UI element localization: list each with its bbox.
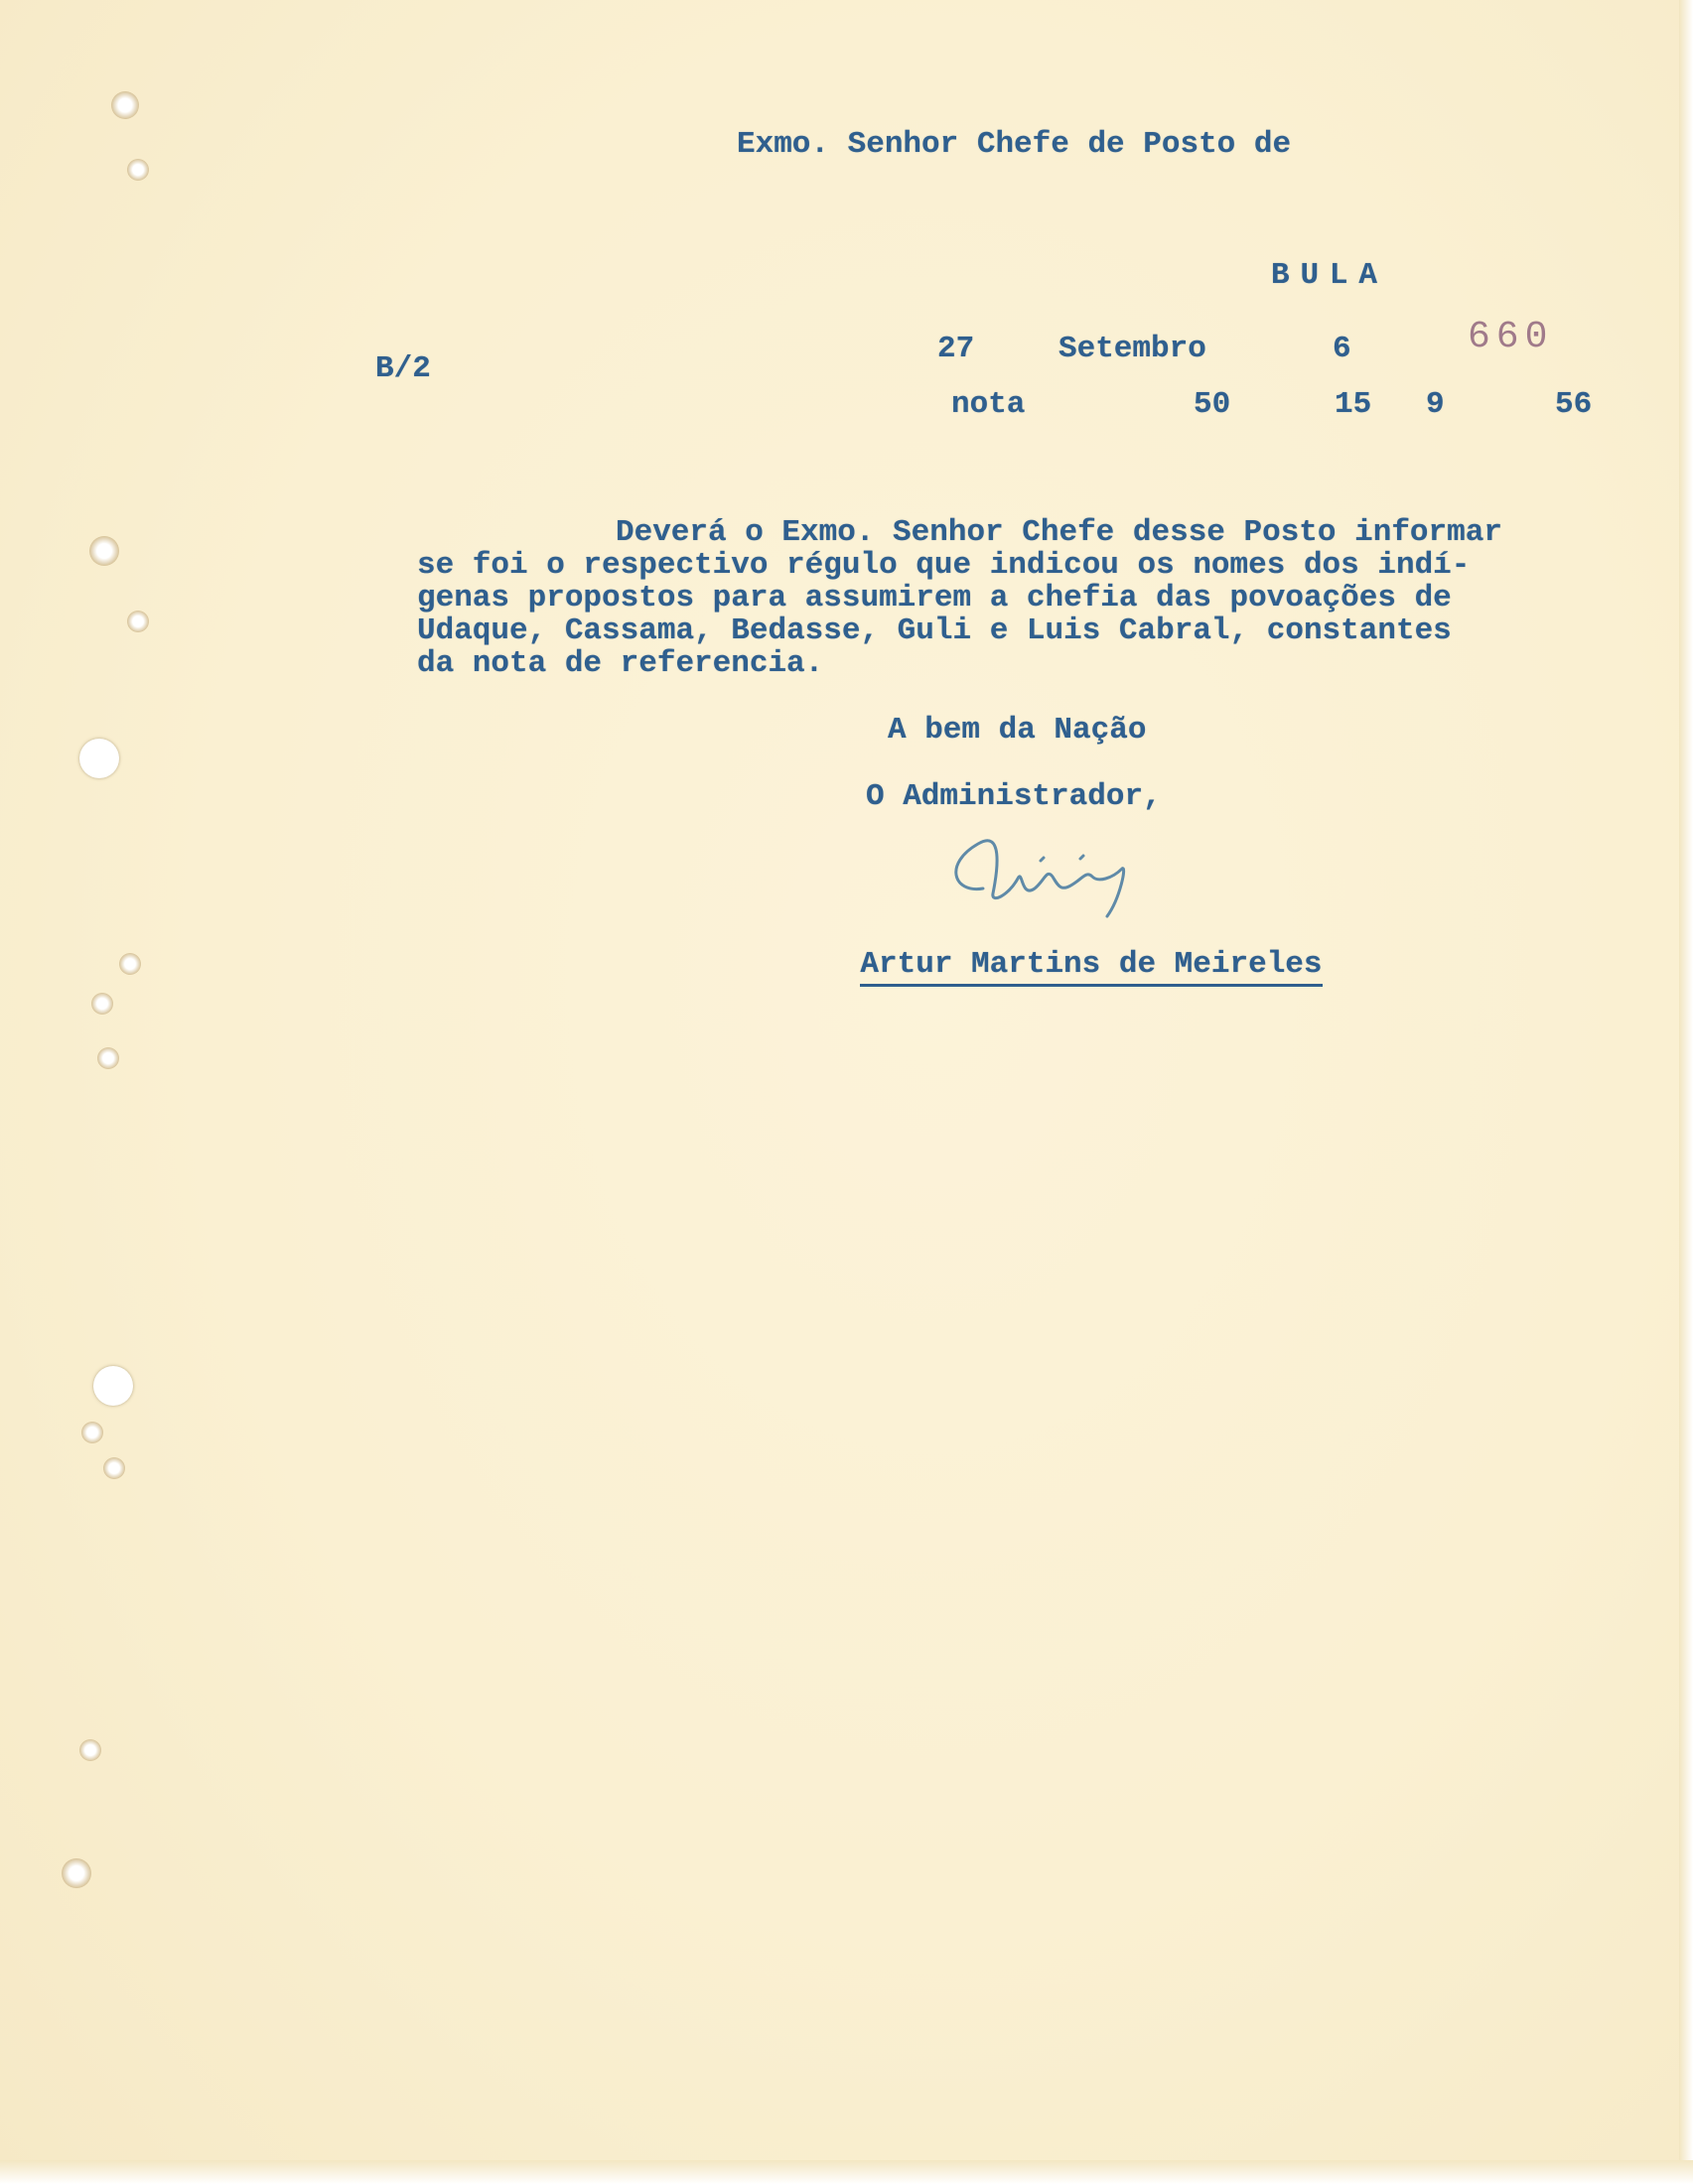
body-line: da nota de referencia.	[417, 646, 824, 681]
reference-label: nota	[951, 387, 1026, 422]
letter-body	[417, 516, 1559, 680]
page-bottom-edge	[0, 2160, 1693, 2184]
handwritten-signature	[923, 819, 1172, 928]
binder-hole	[79, 739, 119, 778]
binder-tear-mark	[79, 1739, 101, 1761]
page-right-edge	[1679, 0, 1693, 2184]
addressee-line: Exmo. Senhor Chefe de Posto de	[737, 127, 1292, 162]
stamp-number: 660	[1468, 316, 1554, 358]
signer-title: O Administrador,	[866, 779, 1162, 814]
place-name: BULA	[1271, 258, 1388, 293]
binder-tear-mark	[81, 1422, 103, 1443]
binder-tear-mark	[127, 611, 149, 632]
binder-tear-mark	[127, 159, 149, 181]
binder-tear-mark	[103, 1457, 125, 1479]
binder-tear-mark	[97, 1047, 119, 1069]
date-year-digit: 6	[1333, 332, 1351, 366]
signer-name-text: Artur Martins de Meireles	[860, 947, 1322, 987]
signer-name	[786, 918, 1323, 1011]
body-line: se foi o respectivo régulo que indicou os nomes dos indí-	[417, 548, 1471, 583]
binder-hole	[93, 1366, 133, 1406]
body-line: genas propostos para assumirem a chefia das povoações de	[417, 581, 1452, 615]
body-line: Udaque, Cassama, Bedasse, Guli e Luis Cabral, constantes	[417, 614, 1452, 648]
binder-tear-mark	[111, 91, 139, 119]
binder-tear-mark	[62, 1858, 91, 1888]
date-month: Setembro	[1058, 332, 1206, 366]
reference-year: 56	[1555, 387, 1593, 422]
date-day: 27	[937, 332, 975, 366]
reference-code: B/2	[375, 351, 431, 386]
reference-day: 15	[1335, 387, 1372, 422]
body-line: Deverá o Exmo. Senhor Chefe desse Posto informar	[616, 515, 1502, 550]
reference-number: 50	[1194, 387, 1231, 422]
closing-salutation: A bem da Nação	[888, 713, 1147, 748]
binder-tear-mark	[119, 953, 141, 975]
binder-tear-mark	[91, 993, 113, 1015]
reference-month: 9	[1426, 387, 1445, 422]
